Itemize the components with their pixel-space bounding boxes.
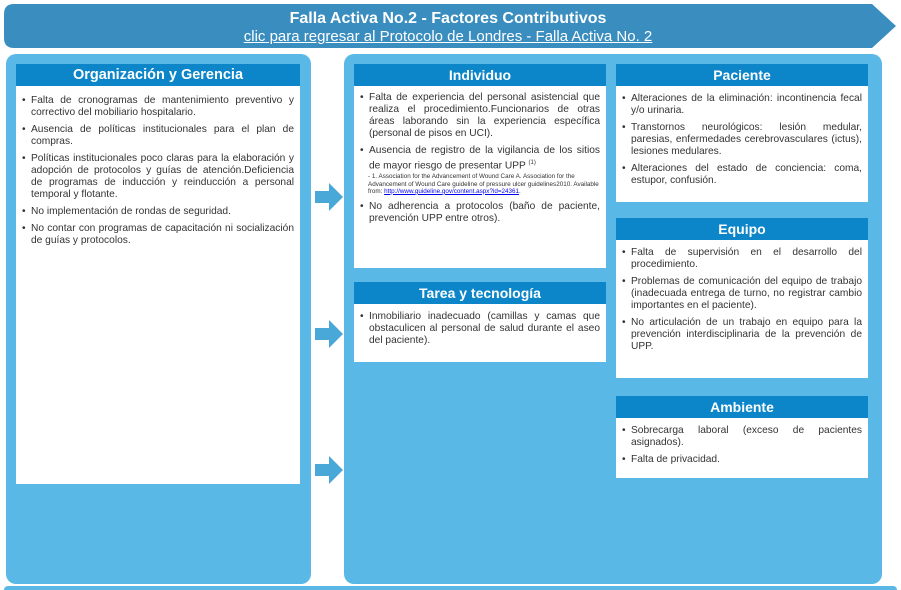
- list-item: • Alteraciones del estado de conciencia: coma, estupor, confusión.: [622, 163, 862, 187]
- equipo-list: [622, 247, 862, 358]
- equipo-title: Equipo: [616, 218, 868, 240]
- right-arrow-icon: [315, 456, 343, 484]
- organizacion-list: [22, 95, 294, 252]
- right-arrow-icon: [315, 320, 343, 348]
- right-panel: [344, 54, 882, 584]
- bottom-strip: [4, 586, 897, 590]
- equipo-box: [616, 218, 868, 378]
- list-item: • Problemas de comunicación del equipo de trabajo (inadecuada entrega de turno, no registrar cambio importantes en el paciente).: [622, 276, 862, 312]
- header-banner: [4, 4, 896, 48]
- list-item: • No implementación de rondas de seguridad.: [22, 206, 294, 218]
- ambiente-list: [622, 425, 862, 471]
- right-arrow-icon: [315, 183, 343, 211]
- list-item: • Falta de privacidad.: [622, 454, 862, 466]
- ambiente-box: [616, 396, 868, 478]
- individuo-title: Individuo: [354, 64, 606, 86]
- ambiente-title: Ambiente: [616, 396, 868, 418]
- list-item: • Políticas institucionales poco claras para la elaboración y adopción de protocolos y guías de atención.Deficiencia de programas de inducción y reinducción a personal temporal y flotante.: [22, 153, 294, 201]
- list-item: • Ausencia de políticas institucionales para el plan de compras.: [22, 124, 294, 148]
- reference-link[interactable]: http://www.guideline.gov/content.aspx?id=24361: [384, 187, 520, 195]
- organizacion-title: Organización y Gerencia: [16, 64, 300, 86]
- paciente-box: [616, 64, 868, 202]
- paciente-list: [622, 93, 862, 192]
- footnote-marker: (1): [528, 160, 536, 166]
- organizacion-box: [16, 64, 300, 484]
- list-item: • Ausencia de registro de la vigilancia de los sitios de mayor riesgo de presentar UPP $^{(1)}$: [360, 145, 600, 172]
- list-item: • Inmobiliario inadecuado (camillas y camas que obstaculicen al personal de salud durante el aseo del paciente).: [360, 311, 600, 347]
- reference-note: - 1. Association for the Advancement of Wound Care A. Association for the Advancement of Wound Care guideline of pressure ulcer guidelines2010. Available from: http://www.guideline.gov/content.aspx?id=24361.: [368, 173, 599, 195]
- tarea-list: [360, 311, 600, 352]
- list-item: • Falta de supervisión en el desarrollo del procedimiento.: [622, 247, 862, 271]
- list-item: • No contar con programas de capacitación ni socialización de guías y protocolos.: [22, 223, 294, 247]
- page-title: Falla Activa No.2 - Factores Contributivos: [289, 10, 607, 27]
- list-item: • Alteraciones de la eliminación: incontinencia fecal y/o urinaria.: [622, 93, 862, 117]
- left-panel: [6, 54, 311, 584]
- tarea-box: [354, 282, 606, 362]
- paciente-title: Paciente: [616, 64, 868, 86]
- list-item: • Falta de cronogramas de mantenimiento preventivo y correctivo del mobiliario hospitalario.: [22, 95, 294, 119]
- back-to-protocol-link[interactable]: clic para regresar al Protocolo de Londres - Falla Activa No. 2: [243, 28, 653, 45]
- tarea-title: Tarea y tecnología: [354, 282, 606, 304]
- individuo-list: [360, 92, 600, 230]
- list-item: • No articulación de un trabajo en equipo para la prevención interdisciplinaria de la prevención de UPP.: [622, 317, 862, 353]
- list-item: • Falta de experiencia del personal asistencial que realiza el procedimiento.Funcionarios de otras áreas laborando sin la experiencia específica (personal de pisos en UCI).: [360, 92, 600, 140]
- list-item: • Transtornos neurológicos: lesión medular, paresias, enfermedades cerebrovasculares (ictus), lesiones medulares.: [622, 122, 862, 158]
- list-item: • Sobrecarga laboral (exceso de pacientes asignados).: [622, 425, 862, 449]
- list-item: • No adherencia a protocolos (baño de paciente, prevención UPP entre otros).: [360, 201, 600, 225]
- individuo-box: [354, 64, 606, 268]
